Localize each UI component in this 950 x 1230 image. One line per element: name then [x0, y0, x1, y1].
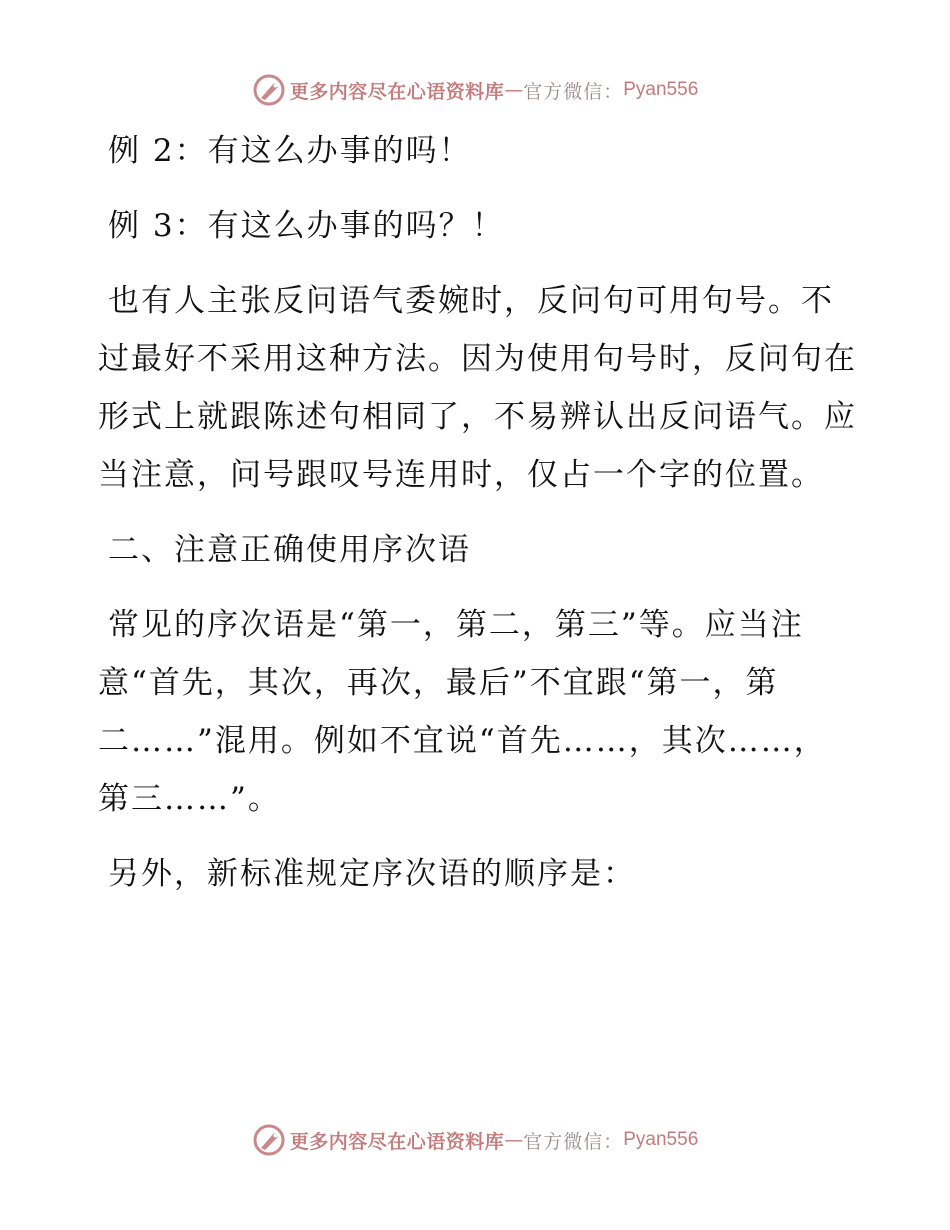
watermark-dash: —: [504, 1129, 524, 1151]
watermark-label: 官方微信：: [523, 1130, 624, 1153]
document-body: [98, 122, 858, 920]
example-2-line: 例 2：有这么办事的吗！: [108, 133, 472, 169]
ordinal-words-paragraph: 常见的序次语是“第一，第二，第三”等。应当注意“首先，其次，再次，最后”不宜跟“第一，第二……”混用。例如不宜说“首先……，其次……，第三……”。: [98, 607, 827, 817]
rhetorical-question-paragraph: 也有人主张反问语气委婉时，反问句可用句号。不过最好不采用这种方法。因为使用句号时，反问句在形式上就跟陈述句相同了，不易辨认出反问语气。应当注意，问号跟叹号连用时，仅占一个字的位置。: [98, 283, 857, 493]
watermark-site-text: 更多内容尽在心语资料库: [289, 1130, 505, 1153]
watermark-id: Pyan556: [623, 1129, 699, 1150]
new-standard-paragraph: 另外，新标准规定序次语的顺序是：: [108, 856, 636, 892]
watermark-site-text: 更多内容尽在心语资料库: [289, 80, 505, 103]
section-heading: 二、注意正确使用序次语: [108, 532, 471, 568]
pen-nib-logo-icon: [252, 1123, 286, 1157]
example-3-line: 例 3：有这么办事的吗？！: [108, 208, 505, 244]
footer-watermark: [0, 1120, 950, 1160]
pen-nib-logo-icon: [252, 73, 286, 107]
watermark-label: 官方微信：: [523, 80, 624, 103]
watermark-id: Pyan556: [623, 79, 699, 100]
header-watermark: [0, 70, 950, 110]
watermark-dash: —: [504, 79, 524, 101]
